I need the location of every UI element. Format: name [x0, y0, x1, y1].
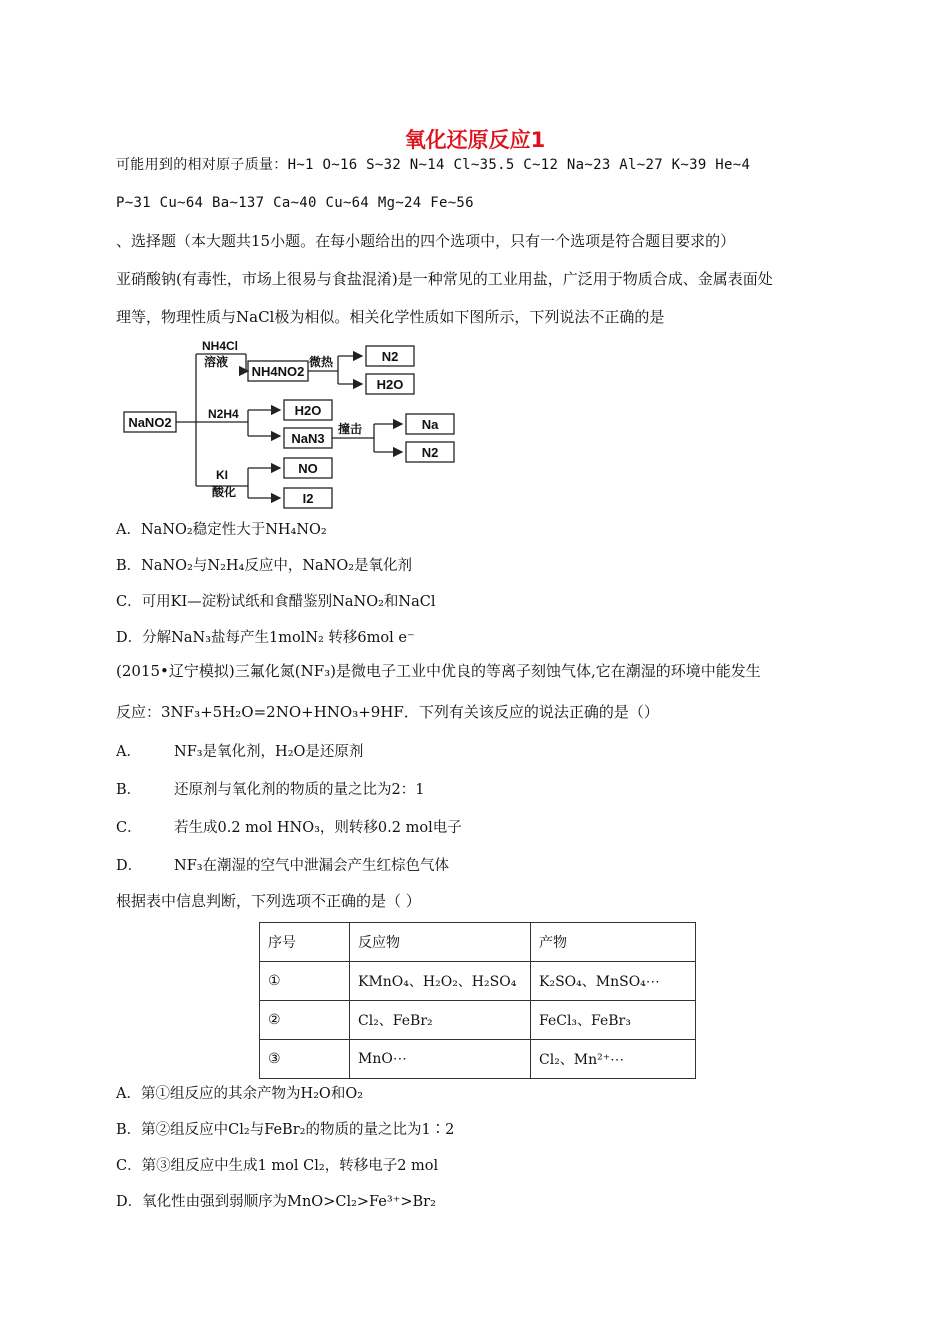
- diagram-nh4cl: NH4Cl: [202, 339, 239, 353]
- table-cell: K₂SO₄、MnSO₄⋯: [531, 962, 696, 1001]
- q1-option-b: B．NaNO₂与N₂H₄反应中，NaNO₂是氧化剂: [116, 558, 413, 574]
- q1-option-a: A．NaNO₂稳定性大于NH₄NO₂: [116, 522, 327, 538]
- diagram-n2-a: N2: [381, 349, 399, 364]
- page-title: 氧化还原反应1: [404, 128, 546, 152]
- diagram-na: Na: [421, 417, 439, 432]
- q2-option-c: C． 若生成0.2 mol HNO₃，则转移0.2 mol电子: [116, 820, 462, 836]
- table-cell: MnO⋯: [350, 1040, 531, 1079]
- q3-option-b: B．第②组反应中Cl₂与FeBr₂的物质的量之比为1∶2: [116, 1122, 455, 1138]
- reaction-table: [259, 922, 696, 1079]
- diagram-i2: I2: [302, 491, 314, 506]
- diagram-nano2: NaNO2: [128, 415, 172, 430]
- table-cell: FeCl₃、FeBr₃: [531, 1001, 696, 1040]
- q3-stem: 根据表中信息判断，下列选项不正确的是（ ）: [116, 892, 421, 910]
- section-header: 、选择题（本大题共15小题。在每小题给出的四个选项中，只有一个选项是符合题目要求的）: [116, 232, 736, 250]
- table-cell: Cl₂、FeBr₂: [350, 1001, 531, 1040]
- diagram-ki-acidified: 酸化: [212, 485, 237, 499]
- diagram-n2-b: N2: [421, 445, 439, 460]
- table-row: [260, 962, 696, 1001]
- diagram-impact-label: 撞击: [338, 422, 363, 436]
- diagram-nan3: NaN3: [291, 431, 325, 446]
- q1-option-c: C．可用KI—淀粉试纸和食醋鉴别NaNO₂和NaCl: [116, 594, 436, 610]
- diagram-nh4no2: NH4NO2: [251, 364, 305, 379]
- table-cell: ③: [260, 1040, 350, 1079]
- q2-option-b: B． 还原剂与氧化剂的物质的量之比为2：1: [116, 782, 425, 798]
- table-cell: KMnO₄、H₂O₂、H₂SO₄: [350, 962, 531, 1001]
- table-row: [260, 1001, 696, 1040]
- q2-stem-line-1: (2015•辽宁模拟)三氟化氮(NF₃)是微电子工业中优良的等离子刻蚀气体,它在潮湿的环境中能发生: [116, 662, 761, 680]
- diagram-n2h4: N2H4: [208, 407, 239, 421]
- atomic-mass-line-1: 可能用到的相对原子质量：H~1 O~16 S~32 N~14 Cl~35.5 C~12 Na~23 Al~27 K~39 He~4: [116, 157, 751, 173]
- q2-stem-line-2: 反应：3NF₃+5H₂O=2NO+HNO₃+9HF．下列有关该反应的说法正确的是（）: [116, 703, 659, 721]
- diagram-h2o-a: H2O: [376, 377, 404, 392]
- q2-option-a: A． NF₃是氧化剂，H₂O是还原剂: [116, 744, 364, 760]
- table-cell: ①: [260, 962, 350, 1001]
- table-row: [260, 1040, 696, 1079]
- q3-option-c: C．第③组反应中生成1 mol Cl₂，转移电子2 mol: [116, 1158, 439, 1174]
- diagram-heat-label: 微热: [309, 355, 334, 369]
- atomic-mass-line-2: P~31 Cu~64 Ba~137 Ca~40 Cu~64 Mg~24 Fe~56: [116, 195, 474, 211]
- table-header-row: [260, 923, 696, 962]
- reaction-diagram: [120, 336, 470, 516]
- diagram-nh4cl-solution: 溶液: [204, 355, 229, 369]
- q3-option-a: A．第①组反应的其余产物为H₂O和O₂: [116, 1086, 364, 1102]
- q1-stem-line-1: 亚硝酸钠(有毒性，市场上很易与食盐混淆)是一种常见的工业用盐，广泛用于物质合成、金属表面处: [116, 270, 773, 288]
- diagram-h2o-b: H2O: [294, 403, 322, 418]
- q1-stem-line-2: 理等，物理性质与NaCl极为相似。相关化学性质如下图所示，下列说法不正确的是: [116, 308, 665, 326]
- table-cell: ②: [260, 1001, 350, 1040]
- q2-option-d: D． NF₃在潮湿的空气中泄漏会产生红棕色气体: [116, 858, 450, 874]
- diagram-no: NO: [298, 461, 318, 476]
- q3-option-d: D．氧化性由强到弱顺序为MnO>Cl₂>Fe³⁺>Br₂: [116, 1194, 436, 1210]
- table-header-cell: 反应物: [350, 923, 531, 962]
- table-header-cell: 序号: [260, 923, 350, 962]
- table-cell: Cl₂、Mn²⁺⋯: [531, 1040, 696, 1079]
- diagram-ki: KI: [216, 468, 228, 482]
- table-header-cell: 产物: [531, 923, 696, 962]
- q1-option-d: D．分解NaN₃盐每产生1molN₂ 转移6mol e⁻: [116, 630, 415, 646]
